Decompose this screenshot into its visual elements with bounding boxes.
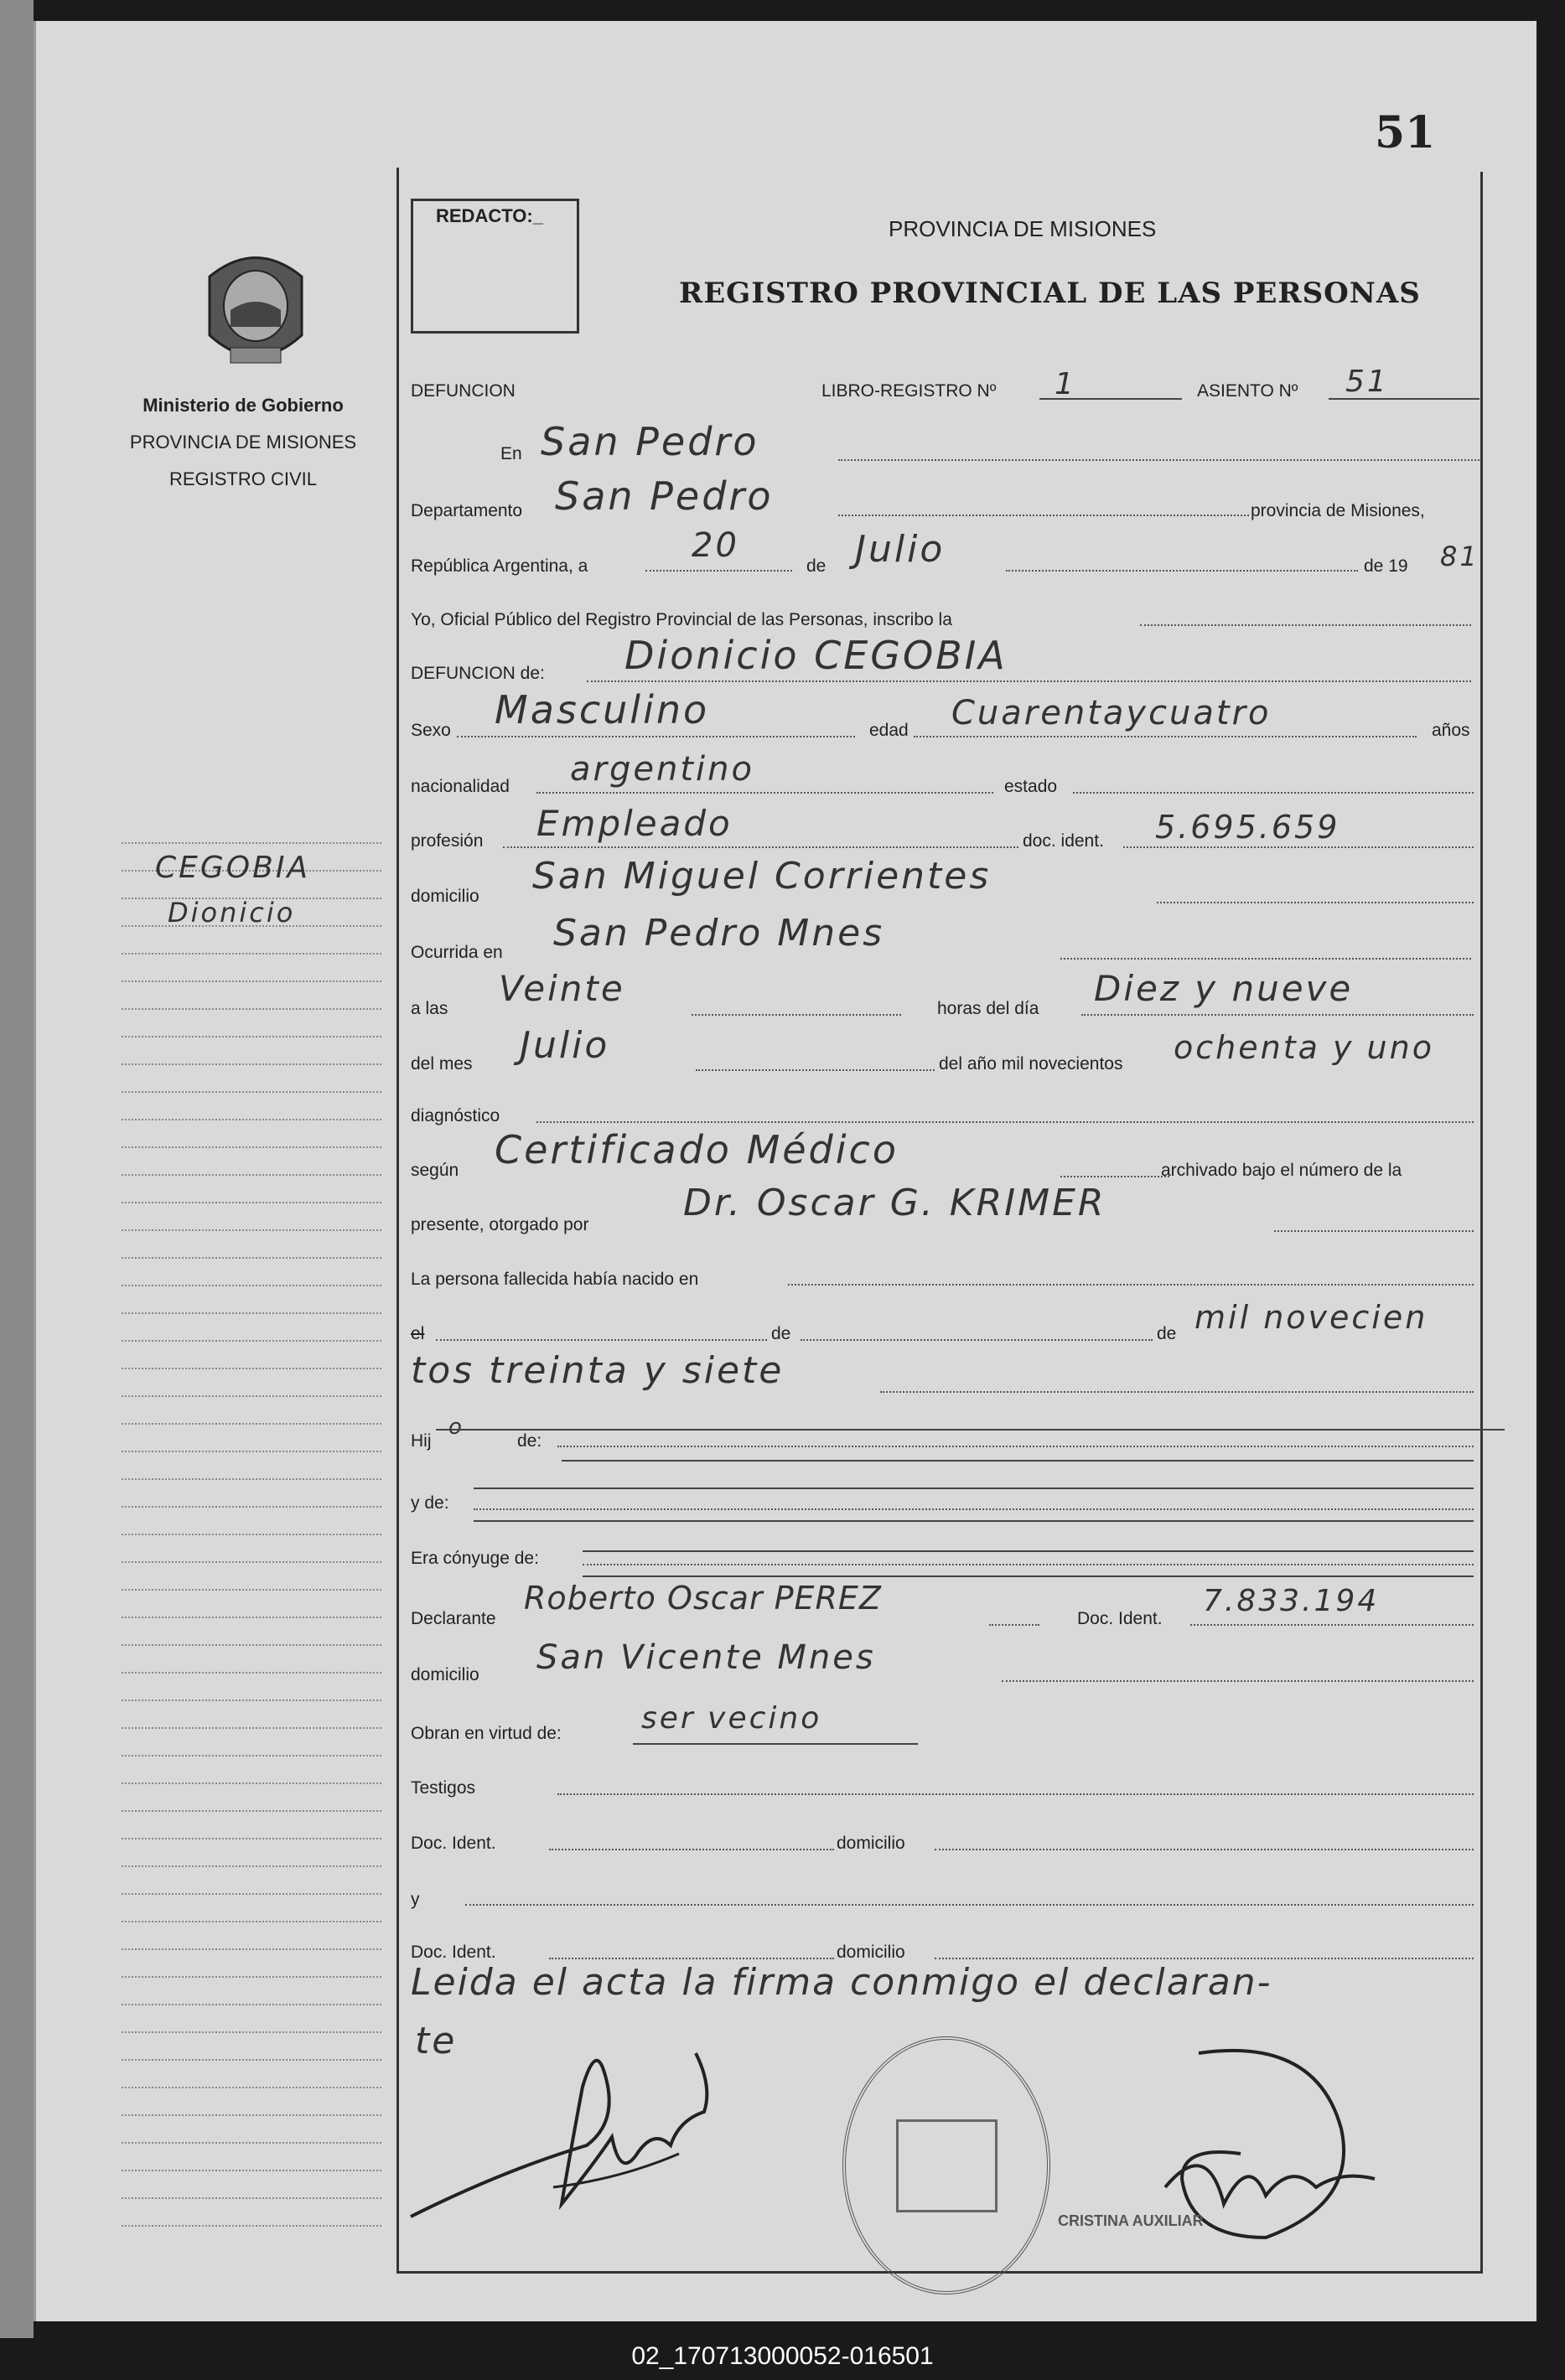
label-defuncion: DEFUNCION (411, 381, 516, 401)
margin-rule (122, 2087, 381, 2088)
label-yo: Yo, Oficial Público del Registro Provincial de las Personas, inscribo la (411, 610, 952, 629)
margin-rule (122, 1948, 381, 1950)
label-del-ano: del año mil novecientos (939, 1054, 1123, 1074)
label-domicilio4: domicilio (837, 1943, 905, 1962)
ocurrida-value: San Pedro Mnes (553, 912, 885, 955)
label-diagnostico: diagnóstico (411, 1106, 500, 1125)
label-y-de: y de: (411, 1493, 449, 1513)
margin-rule (122, 1534, 381, 1535)
margin-rule (122, 1976, 381, 1978)
nacido-de-line (801, 1339, 1153, 1341)
margin-rule (122, 1063, 381, 1065)
nacionalidad-value: argentino (570, 750, 754, 789)
header-province: PROVINCIA DE MISIONES (889, 216, 1157, 241)
nacido-ano1-value: mil novecien (1194, 1299, 1428, 1336)
frame-left-border (396, 168, 399, 2271)
label-doc-ident3: Doc. Ident. (411, 1834, 496, 1853)
label-de-hij: de: (517, 1431, 542, 1451)
margin-rule (122, 1782, 381, 1784)
segun-line (1060, 1176, 1169, 1177)
doc-line (1123, 846, 1474, 848)
edad-value: Cuarentaycuatro (951, 694, 1272, 732)
margin-rule (122, 1451, 381, 1452)
libro-line (1039, 398, 1182, 400)
margin-rule (122, 2225, 381, 2227)
label-ocurrida: Ocurrida en (411, 943, 503, 962)
ano-letras-value: ochenta y uno (1174, 1029, 1434, 1066)
doc-declarante-line (1190, 1624, 1474, 1626)
margin-rule (122, 1727, 381, 1729)
departamento-value: San Pedro (555, 473, 774, 519)
yo-line (1140, 624, 1471, 626)
ocurrida-line (1060, 958, 1471, 960)
footer-id: 02_170713000052-016501 (631, 2342, 934, 2370)
conyuge-line-3 (583, 1575, 1474, 1577)
cierre-line1: Leida el acta la firma conmigo el declaran- (411, 1961, 1272, 2004)
margin-surname: CEGOBIA (155, 851, 311, 885)
label-segun: según (411, 1161, 459, 1180)
book-spine-edge (0, 0, 34, 2338)
nacido-ano2-value: tos treinta y siete (411, 1349, 785, 1392)
margin-rule (122, 1285, 381, 1286)
hora-line (692, 1014, 901, 1016)
margin-rule (122, 1921, 381, 1922)
margin-rule (122, 1312, 381, 1314)
sexo-line (457, 736, 855, 737)
margin-rule (122, 1755, 381, 1757)
declarant-signature-icon (402, 2036, 788, 2229)
label-nacido: La persona fallecida había nacido en (411, 1270, 699, 1289)
label-doc-ident: doc. ident. (1023, 831, 1104, 851)
label-anos: años (1432, 721, 1470, 740)
nacido-ano2-line (880, 1391, 1474, 1393)
margin-rule (122, 1561, 381, 1563)
nacionalidad-line (536, 792, 993, 794)
estado-line (1073, 792, 1474, 794)
year-suffix: 81 (1440, 541, 1479, 572)
margin-rule (122, 1146, 381, 1148)
label-estado: estado (1004, 777, 1058, 796)
margin-rule (122, 953, 381, 955)
label-conyuge: Era cónyuge de: (411, 1549, 539, 1568)
margin-rule (122, 2197, 381, 2199)
margin-rule (122, 1229, 381, 1231)
margin-rule (122, 1008, 381, 1010)
asiento-number: 51 (1345, 365, 1389, 399)
dia-letras-line (1081, 1014, 1474, 1016)
conyuge-line (583, 1564, 1474, 1565)
margin-given-name: Dionicio (168, 897, 296, 929)
label-departamento: Departamento (411, 501, 523, 520)
nacido-line (788, 1284, 1474, 1286)
doc-ident3-line (549, 1849, 834, 1850)
dia-line (645, 570, 792, 572)
margin-rule (122, 1478, 381, 1480)
hij-line-3 (562, 1460, 1474, 1462)
conyuge-line-2 (583, 1550, 1474, 1552)
declarante-value: Roberto Oscar PEREZ (524, 1580, 882, 1617)
segun-value: Certificado Médico (495, 1127, 899, 1172)
label-de2: de (771, 1324, 791, 1343)
mes2-line (696, 1069, 935, 1071)
label-y: y (411, 1890, 420, 1909)
page-number: 51 (1375, 107, 1436, 158)
margin-rule (122, 1838, 381, 1839)
label-doc-ident2: Doc. Ident. (1077, 1609, 1163, 1628)
label-el: el (411, 1324, 425, 1343)
margin-rule (122, 1893, 381, 1895)
label-domicilio2: domicilio (411, 1665, 479, 1684)
declarante-line (989, 1624, 1039, 1626)
stamp-text: CRISTINA AUXILIAR (1058, 2212, 1204, 2229)
label-profesion: profesión (411, 831, 484, 851)
otorgado-value: Dr. Oscar G. KRIMER (683, 1182, 1106, 1224)
margin-rule (122, 2059, 381, 2061)
dia-letras-value: Diez y nueve (1094, 968, 1354, 1009)
ministry-block (101, 387, 386, 498)
margin-rule (122, 1368, 381, 1369)
libro-number: 1 (1055, 367, 1076, 401)
margin-rule (122, 1589, 381, 1591)
mes-line (1006, 570, 1358, 572)
y-line (465, 1904, 1474, 1906)
label-domicilio: domicilio (411, 887, 479, 906)
departamento-line (838, 515, 1249, 516)
margin-rule (122, 980, 381, 982)
hij-line-2 (436, 1429, 1505, 1431)
label-doc-ident4: Doc. Ident. (411, 1943, 496, 1962)
obran-value: ser vecino (641, 1701, 822, 1736)
official-stamp (842, 2036, 1050, 2295)
label-asiento: ASIENTO Nº (1197, 381, 1298, 401)
label-presente: presente, otorgado por (411, 1215, 589, 1234)
otorgado-line (1274, 1230, 1474, 1232)
domicilio-value: San Miguel Corrientes (532, 855, 992, 898)
margin-rule (122, 1644, 381, 1646)
label-en: En (500, 444, 522, 463)
margin-rule (122, 1202, 381, 1203)
nombre-value: Dionicio CEGOBIA (624, 633, 1008, 678)
margin-rule (122, 1036, 381, 1037)
label-obran: Obran en virtud de: (411, 1724, 562, 1743)
margin-rule (122, 1506, 381, 1508)
lugar-line (838, 459, 1479, 461)
label-de3: de (1157, 1324, 1177, 1343)
margin-rule (122, 1810, 381, 1812)
sexo-value: Masculino (495, 687, 710, 732)
y-de-line-3 (474, 1520, 1474, 1522)
label-defuncion-de: DEFUNCION de: (411, 664, 545, 683)
margin-rule (122, 1423, 381, 1425)
margin-rule (122, 1091, 381, 1093)
profesion-value: Empleado (536, 803, 733, 844)
margin-rule (122, 2004, 381, 2005)
margin-rule (122, 2142, 381, 2144)
label-libro: LIBRO-REGISTRO Nº (821, 381, 997, 401)
margin-rule (122, 842, 381, 844)
mes-value: Julio (855, 528, 946, 571)
domicilio-line (1157, 902, 1474, 903)
label-provincia: provincia de Misiones, (1251, 501, 1425, 520)
dia-value: 20 (692, 526, 739, 565)
asiento-line (1329, 398, 1479, 400)
testigos-line (557, 1793, 1474, 1795)
edad-line (914, 736, 1417, 737)
mes2-value: Julio (520, 1024, 610, 1067)
label-de-year: de 19 (1364, 556, 1408, 576)
y-de-line (474, 1508, 1474, 1510)
doc-ident4-line (549, 1958, 834, 1959)
margin-rule (122, 2031, 381, 2033)
doc-declarante-value: 7.833.194 (1203, 1584, 1380, 1618)
margin-rule (122, 1865, 381, 1867)
y-de-line-2 (474, 1488, 1474, 1489)
profesion-line (503, 846, 1018, 848)
label-horas: horas del día (937, 999, 1039, 1018)
margin-rule (122, 1395, 381, 1397)
label-del-mes: del mes (411, 1054, 473, 1074)
label-declarante: Declarante (411, 1609, 496, 1628)
header-registry: REGISTRO PROVINCIAL DE LAS PERSONAS (679, 277, 1421, 310)
ministry-line3: REGISTRO CIVIL (168, 468, 318, 489)
ministry-line1: Ministerio de Gobierno (143, 395, 344, 416)
domicilio-declarante-value: San Vicente Mnes (536, 1638, 876, 1677)
margin-rule (122, 1617, 381, 1618)
margin-rule (122, 1174, 381, 1176)
margin-rule (122, 1340, 381, 1342)
domicilio3-line (935, 1849, 1474, 1850)
nombre-line (587, 680, 1471, 682)
label-a-las: a las (411, 999, 448, 1018)
label-edad: edad (869, 721, 909, 740)
label-nacionalidad: nacionalidad (411, 777, 510, 796)
label-sexo: Sexo (411, 721, 451, 740)
margin-rule (122, 2170, 381, 2171)
coat-of-arms-seal-icon (193, 243, 319, 373)
hij-line (557, 1446, 1474, 1447)
label-domicilio3: domicilio (837, 1834, 905, 1853)
cierre-line2: te (415, 2020, 458, 2062)
redacto-label: REDACTO:_ (436, 205, 543, 226)
hora-value: Veinte (499, 968, 625, 1009)
hij-suffix: o (448, 1415, 464, 1440)
domicilio2-line (1002, 1680, 1474, 1682)
margin-rule (122, 1700, 381, 1701)
margin-rule (122, 1672, 381, 1674)
label-archivado: archivado bajo el número de la (1161, 1161, 1402, 1180)
ministry-line2: PROVINCIA DE MISIONES (129, 432, 357, 453)
margin-rule (122, 1119, 381, 1120)
diagnostico-line (536, 1121, 1474, 1123)
domicilio4-line (935, 1958, 1474, 1959)
margin-rule (122, 1257, 381, 1259)
obran-line (633, 1743, 918, 1745)
label-testigos: Testigos (411, 1778, 476, 1798)
lugar-value: San Pedro (541, 419, 759, 464)
frame-right-border (1480, 172, 1483, 2271)
doc-value: 5.695.659 (1155, 809, 1340, 846)
nacido-el-line (436, 1339, 767, 1341)
margin-rule (122, 2114, 381, 2116)
label-hij: Hij (411, 1431, 432, 1451)
label-de: de (806, 556, 827, 576)
label-republica: República Argentina, a (411, 556, 588, 576)
